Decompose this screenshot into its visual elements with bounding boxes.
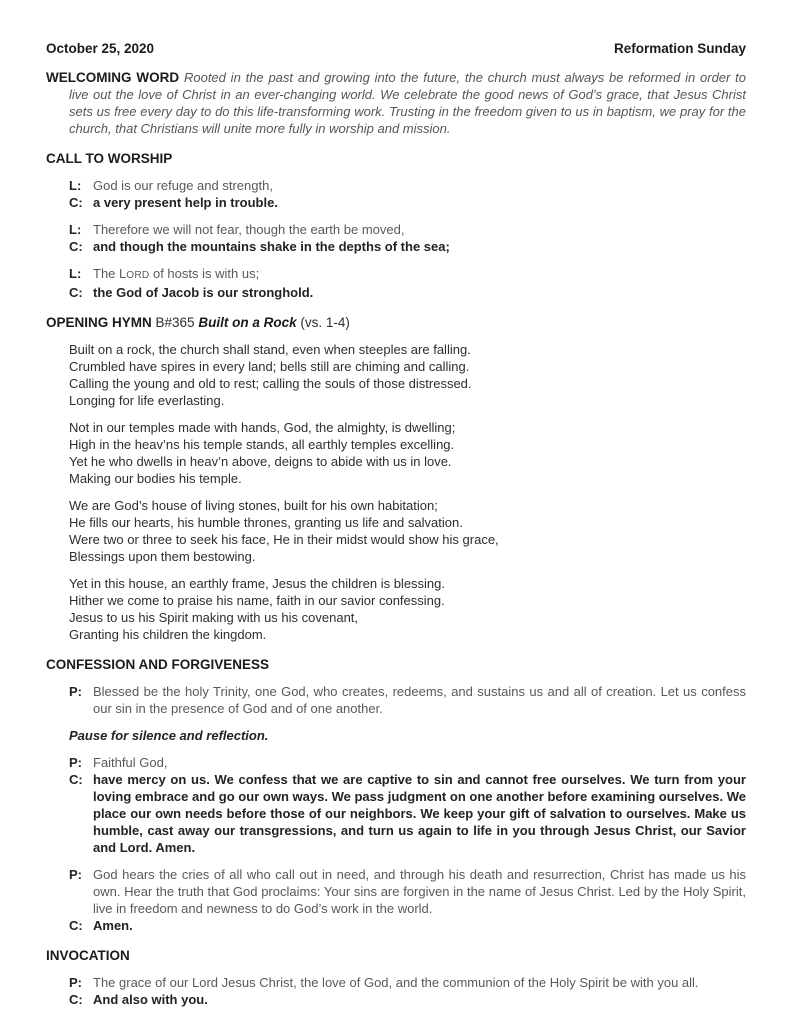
invocation-heading: INVOCATION <box>46 948 130 963</box>
leader-text: The LORD of hosts is with us; <box>93 266 260 281</box>
congregation-label: C: <box>69 992 83 1007</box>
congregation-label: C: <box>69 239 83 254</box>
pastor-line <box>69 866 746 917</box>
welcoming-word <box>46 69 746 137</box>
congregation-text: and though the mountains shake in the depths of the sea; <box>93 239 450 254</box>
hymn-line: Crumbled have spires in every land; bells still are chiming and calling. <box>69 359 470 374</box>
congregation-label: C: <box>69 918 83 933</box>
congregation-text: And also with you. <box>93 992 208 1007</box>
versicle-pair <box>69 265 746 301</box>
silence-rubric: Pause for silence and reflection. <box>69 728 269 743</box>
congregation-text: Amen. <box>93 918 133 933</box>
leader-line <box>69 265 746 284</box>
leader-label: L: <box>69 178 82 193</box>
hymn-line: Hither we come to praise his name, faith in our savior confessing. <box>69 593 445 608</box>
lord-smallcaps: ORD <box>126 270 150 281</box>
congregation-line <box>69 917 746 934</box>
leader-line <box>69 221 746 238</box>
hymn-line: Yet in this house, an earthly frame, Jesus the children is blessing. <box>69 576 446 591</box>
congregation-text: have mercy on us. We confess that we are captive to sin and cannot free ourselves. We turn from your loving embrace and go our own ways. We pass judgment on one another before examining ourselves. We place our own needs before those of our neighbors. We keep your gift of salvation to ourselves. Make us humble, cast away our transgressions, and turn us again to life in you through Jesus Christ, our Savior and Lord. Amen. <box>93 772 746 855</box>
opening-hymn-heading <box>46 314 746 331</box>
leader-label: L: <box>69 222 82 237</box>
hymn-line: Calling the young and old to rest; calling the souls of those distressed. <box>69 376 472 391</box>
hymn-verse-2 <box>69 419 746 487</box>
congregation-text: a very present help in trouble. <box>93 195 278 210</box>
leader-line <box>69 177 746 194</box>
pastor-text: God hears the cries of all who call out in need, and through his death and resurrection, Christ has made us his own. Hear the truth that God proclaims: Your sins are forgiven in the name of Jesus Christ. Led by the Holy Spirit, live in freedom and newness to do God’s work in the world. <box>93 867 746 916</box>
hymn-line: Were two or three to seek his face, He in their midst would show his grace, <box>69 532 499 547</box>
congregation-text: the God of Jacob is our stronghold. <box>93 285 314 300</box>
hymn-line: We are God’s house of living stones, built for his own habitation; <box>69 498 438 513</box>
hymn-line: High in the heav’ns his temple stands, all earthly temples excelling. <box>69 437 455 452</box>
pastor-label: P: <box>69 755 82 770</box>
pastor-text: The grace of our Lord Jesus Christ, the love of God, and the communion of the Holy Spirit be with you all. <box>93 975 699 990</box>
congregation-label: C: <box>69 285 83 300</box>
hymn-line: Not in our temples made with hands, God, the almighty, is dwelling; <box>69 420 456 435</box>
congregation-line <box>69 771 746 856</box>
pastor-label: P: <box>69 867 82 882</box>
hymn-verses-note: (vs. 1-4) <box>300 315 350 330</box>
congregation-line <box>69 991 746 1008</box>
hymn-verse-1 <box>69 341 746 409</box>
hymn-line: Making our bodies his temple. <box>69 471 242 486</box>
service-occasion: Reformation Sunday <box>613 41 746 56</box>
welcoming-word-label: WELCOMING WORD <box>46 70 180 85</box>
hymn-line: Built on a rock, the church shall stand, even when steeples are falling. <box>69 342 471 357</box>
leader-label: L: <box>69 266 82 281</box>
hymn-verse-3 <box>69 497 746 565</box>
congregation-line <box>69 284 746 301</box>
hymn-line: Jesus to us his Spirit making with us his covenant, <box>69 610 359 625</box>
congregation-label: C: <box>69 195 83 210</box>
congregation-label: C: <box>69 772 83 787</box>
hymn-line: Granting his children the kingdom. <box>69 627 267 642</box>
call-to-worship-heading: CALL TO WORSHIP <box>46 151 173 166</box>
opening-hymn-label: OPENING HYMN <box>46 315 152 330</box>
pastor-line <box>69 974 746 991</box>
hymn-title: Built on a Rock <box>198 315 297 330</box>
pastor-label: P: <box>69 975 82 990</box>
hymn-verse-4 <box>69 575 746 643</box>
pastor-text: Faithful God, <box>93 755 168 770</box>
confession-heading: CONFESSION AND FORGIVENESS <box>46 657 270 672</box>
pastor-line <box>69 683 746 717</box>
leader-text: God is our refuge and strength, <box>93 178 273 193</box>
call-to-worship-body <box>69 177 746 301</box>
hymn-line: Longing for life everlasting. <box>69 393 225 408</box>
hymn-number: B#365 <box>155 315 195 330</box>
hymn-line: Yet he who dwells in heav’n above, deigns to abide with us in love. <box>69 454 452 469</box>
versicle-pair <box>69 177 746 211</box>
hymn-line: Blessings upon them bestowing. <box>69 549 256 564</box>
pastor-text: Blessed be the holy Trinity, one God, who creates, redeems, and sustains us and all of creation. Let us confess our sin in the presence of God and of one another. <box>93 684 746 716</box>
bulletin-header <box>46 40 746 57</box>
versicle-pair <box>69 221 746 255</box>
welcoming-word-text: Rooted in the past and growing into the future, the church must always be reformed in order to live out the love of Christ in an ever-changing world. We celebrate the good news of God’s grace, that Jesus Christ sets us free every day to do this life-transforming work. Trusting in the freedom given to us in baptism, we pray for the church, that Christians will unite more fully in worship and mission. <box>69 70 746 136</box>
service-date: October 25, 2020 <box>46 41 155 56</box>
congregation-line <box>69 238 746 255</box>
leader-text: Therefore we will not fear, though the earth be moved, <box>93 222 405 237</box>
pastor-label: P: <box>69 684 82 699</box>
congregation-line <box>69 194 746 211</box>
pastor-line <box>69 754 746 771</box>
hymn-line: He fills our hearts, his humble thrones, granting us life and salvation. <box>69 515 463 530</box>
